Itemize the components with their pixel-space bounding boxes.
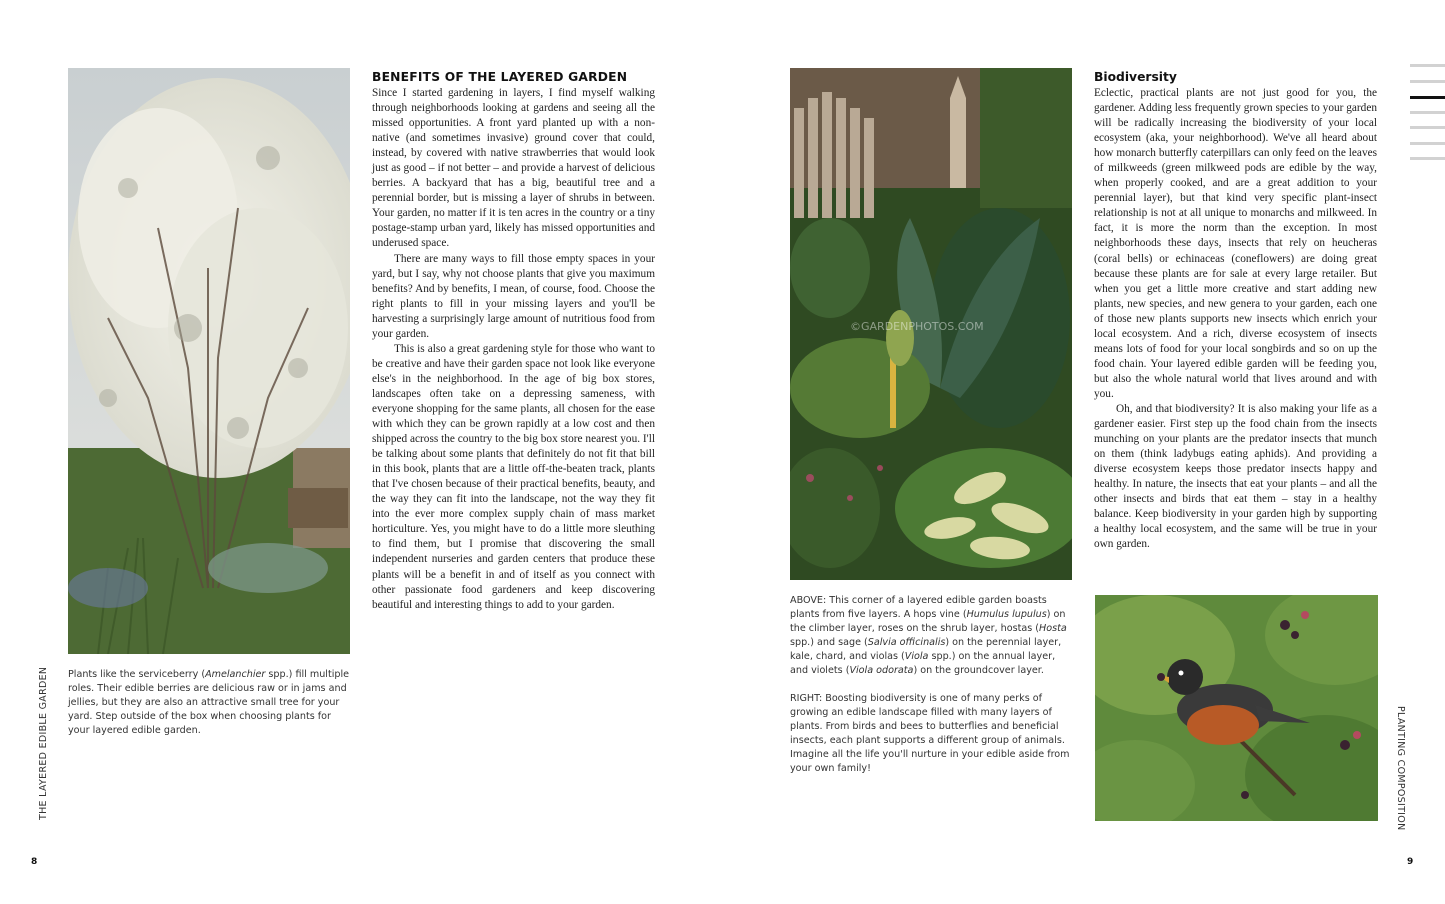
robin-photo: [1095, 595, 1378, 821]
paragraph: Oh, and that biodiversity? It is also making your life as a gardener easier. First step up the food chain from the insects munching on your plants are the predator insects that munch on them (think ladybugs eating aphids). And providing a diverse ecosystem keeps those predator insects happy and healthy. In nature, the insects that eat your plants – and all the other insects and birds that eat them – stay in a healthy balance. Keep biodiversity in your garden high by supporting a healthy local ecosystem, and the same will be true in your own garden.: [1094, 402, 1377, 551]
running-head-left: THE LAYERED EDIBLE GARDEN: [38, 666, 49, 820]
garden-captions: [790, 594, 1074, 776]
chapter-tab: [1410, 157, 1445, 160]
page-number-left: 8: [31, 857, 38, 867]
chapter-tab: [1410, 80, 1445, 83]
biodiversity-body: [1094, 86, 1377, 552]
caption-right: RIGHT: Boosting biodiversity is one of many perks of growing an edible landscape filled with many layers of plants. From birds and bees to butterflies and beneficial insects, each plant supports a different group of animals. Imagine all the life you'll nurture in your edible aside from your own family!: [790, 693, 1070, 774]
chapter-tab-active: [1410, 96, 1445, 99]
chapter-tab: [1410, 64, 1445, 67]
chapter-tab: [1410, 111, 1445, 114]
section-heading-biodiversity: Biodiversity: [1094, 70, 1177, 84]
running-head-right: PLANTING COMPOSITION: [1395, 706, 1406, 831]
caption-italic: Amelanchier: [205, 669, 266, 680]
watermark-text: ©GARDENPHOTOS.COM: [850, 320, 984, 333]
layered-garden-photo: [790, 68, 1072, 580]
serviceberry-caption: [68, 668, 353, 738]
caption-text: spp.) fill multiple roles. Their edible berries are delicious raw or in jams and jellies, but they are also an attractive small tree for your yard. Step outside of the box when choosing plants for your layered edible garden.: [68, 669, 350, 736]
chapter-tab: [1410, 142, 1445, 145]
paragraph: There are many ways to fill those empty spaces in your yard, but I say, why not choose plants that give you maximum benefits? And by benefits, I mean, of course, food. Choose the right plants to fill in your missing layers and you'll be harvesting a surprisingly large amount of nutritious food from your garden.: [372, 252, 655, 340]
page-number-right: 9: [1407, 857, 1414, 867]
caption-text: Plants like the serviceberry (: [68, 669, 206, 680]
serviceberry-photo: [68, 68, 350, 654]
section-heading-benefits: BENEFITS OF THE LAYERED GARDEN: [372, 70, 628, 84]
paragraph: Since I started gardening in layers, I find myself walking through neighborhoods looking at gardens and seeing all the missed opportunities. A front yard planted up with a non-native (and sometimes invasive) ground cover that could, instead, by covered with native strawberries that would look just as good – if not better – and provide a harvest of delicious berries. A backyard that has a big, beautiful tree and a perennial border, but is missing a layer of shrubs in between. Your garden, no matter if it is ten acres in the country or a tiny postage-stamp urban yard, likely has missed opportunities and underused space.: [372, 87, 655, 250]
chapter-tab: [1410, 126, 1445, 129]
benefits-body: [372, 86, 655, 613]
paragraph: This is also a great gardening style for those who want to be creative and have their garden space not look like everyone else's in the neighborhood. In the age of big box stores, landscapes often take on a depressing sameness, with everyone shopping for the same plants, all chosen for the ease with which they can be grown rapidly at a low cost and then shipped across the country to the big box store nearest you. I'll be talking about some plants that definitely do not fit that bill in this book, plants that are a little off-the-beaten track, plants that I've chosen because of their practical benefits, beauty, and the way they can fit into the landscape, not the way they fit into the ever more complex supply chain of mass market horticulture. Yes, you might have to do a little more sleuthing to find them, but I promise that discovering the small independent nurseries and garden centers that produce these plants will be a benefit in and of itself as you connect with other passionate food gardeners and keep discovering beautiful and interesting things to add to your garden.: [372, 342, 655, 611]
paragraph: Eclectic, practical plants are not just good for you, the gardener. Adding less frequently grown species to your garden will be radically increasing the biodiversity of your local ecosystem (aka, your neighborhood). We've all heard about how monarch butterfly caterpillars can only feed on the leaves of milkweeds (green milkweed pods are edible by the way, when properly cooked, and are a great addition to your perennial layer), but that kind very specific plant-insect relationship is not at all unique to monarchs and milkweed. In fact, it is more the norm than the exception. In most neighborhoods these days, insects that rely on heucheras (coral bells) or echinaceas (coneflowers) are doing great because these plants are for sale at every large retailer. But when you get a little more creative and start adding new plants, new species, and new genera to your garden, each one of those new plants supports new insects which enrich your local ecosystem. And a rich, diverse ecosystem of insects means lots of food for your local songbirds and so on up the food chain. Your layered edible garden will be feeding you, but also the whole natural world that lives around and with you.: [1094, 87, 1377, 400]
caption-above: ABOVE: This corner of a layered edible garden boasts plants from five layers. A hops vine (Humulus lupulus) on the climber layer, roses on the shrub layer, hostas (Hosta spp.) and sage (Salvia officinalis) on the perennial layer, kale, chard, and violas (Viola spp.) on the annual layer, and violets (Viola odorata) on the groundcover layer.: [790, 595, 1067, 676]
